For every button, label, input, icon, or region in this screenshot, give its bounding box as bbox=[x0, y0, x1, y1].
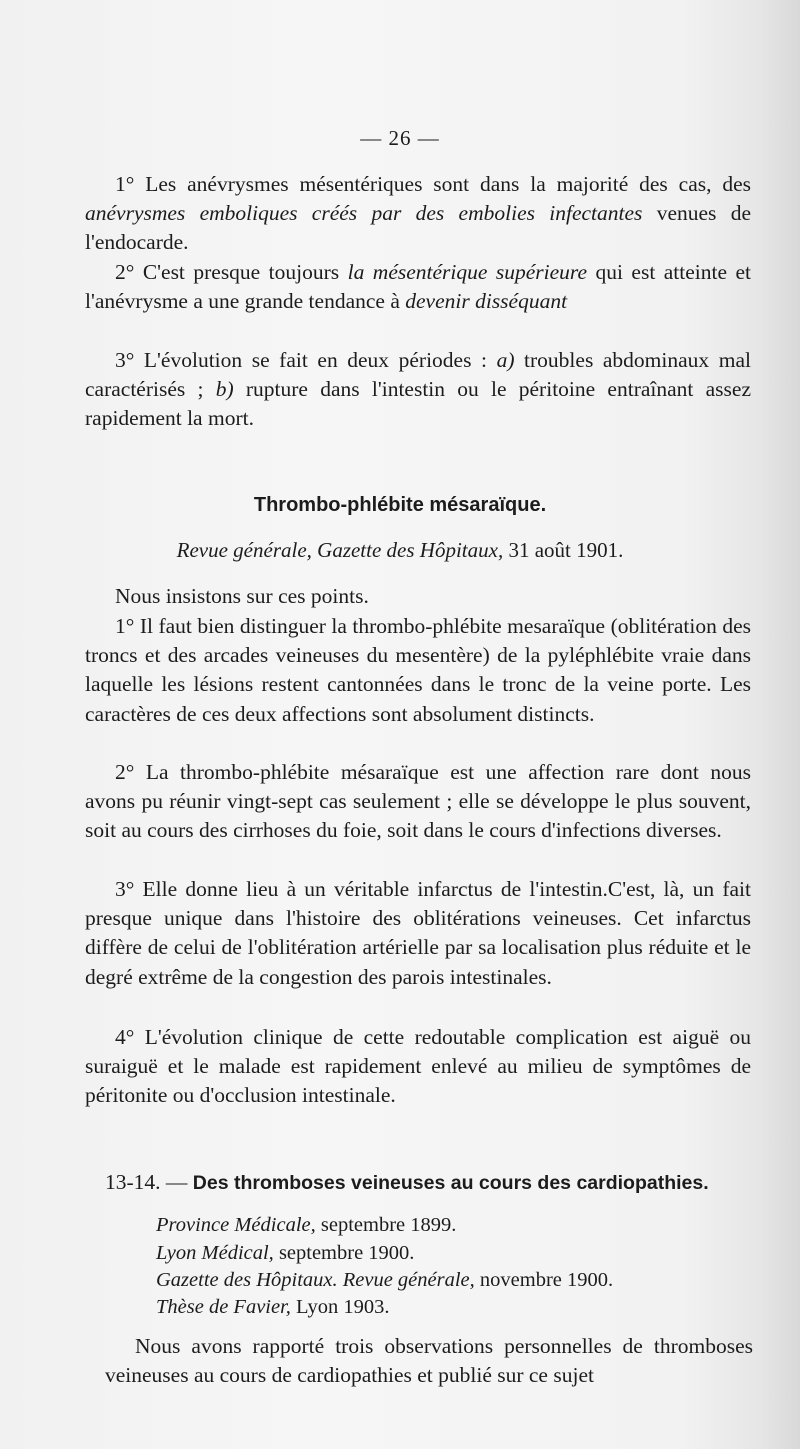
text: qui est atteinte et l'anévrysme a une grande tendance à bbox=[85, 260, 751, 314]
paragraph-thrombo-2: 2° La thrombo-phlébite mésaraïque est une affection rare dont nous avons pu réunir vingt-sept cas seulement ; elle se développe le plus souvent, soit au cours des cirrhoses du foie, soit dans le cours d'infections diverses. bbox=[85, 760, 751, 843]
section-number: 13-14. bbox=[105, 1170, 161, 1194]
item-number: 2° bbox=[115, 260, 143, 284]
reference-journal: Lyon Médical, bbox=[156, 1242, 274, 1264]
reference-line bbox=[156, 1294, 756, 1320]
intro-paragraph: Nous insistons sur ces points. bbox=[115, 584, 369, 608]
reference-journal: Gazette des Hôpitaux. Revue générale, bbox=[156, 1269, 475, 1291]
paragraph-thrombo-3: 3° Elle donne lieu à un véritable infarctus de l'intestin.C'est, là, un fait presque unique dans l'histoire des oblitérations veineuses. Cet infarctus diffère de celui de l'oblitération artérielle par sa localisation plus réduite et le degré extrême de la congestion des parois intestinales. bbox=[85, 877, 751, 989]
paragraph-cardiopathies: Nous avons rapporté trois observations personnelles de thromboses veineuses au cours de cardiopathies et publié sur ce sujet bbox=[105, 1334, 753, 1388]
emphasis: a) bbox=[496, 348, 515, 372]
text: venues de l'endocarde. bbox=[85, 201, 751, 255]
source-citation bbox=[0, 538, 800, 563]
text: troubles abdominaux mal caractérisés ; bbox=[85, 348, 751, 402]
dash: — bbox=[160, 1170, 193, 1194]
paragraph-aneurysm-2 bbox=[85, 258, 751, 316]
paragraph-aneurysm-1 bbox=[85, 170, 751, 258]
reference-date: novembre 1900. bbox=[474, 1269, 614, 1291]
emphasis: devenir disséquant bbox=[405, 289, 568, 314]
paragraph-thrombo-4: 4° L'évolution clinique de cette redoutable complication est aiguë ou suraiguë et le malade est rapidement enlevé au milieu de symptômes de péritonite ou d'occlusion intestinale. bbox=[85, 1025, 751, 1108]
section-heading-cardiopathies bbox=[105, 1168, 751, 1198]
source-date: 31 août 1901. bbox=[503, 538, 624, 562]
reference-journal: Thèse de Favier, bbox=[156, 1296, 291, 1318]
section-title: Des thromboses veineuses au cours des cardiopathies. bbox=[192, 1172, 709, 1194]
emphasis: anévrysmes emboliques créés par des embolies infectantes bbox=[85, 201, 643, 226]
reference-date: Lyon 1903. bbox=[290, 1296, 390, 1318]
item-number: 3° bbox=[115, 348, 144, 372]
text: rupture dans l'intestin ou le péritoine entraînant assez rapidement la mort. bbox=[85, 377, 751, 431]
paragraph-aneurysm-3 bbox=[85, 346, 751, 434]
text: L'évolution se fait en deux périodes : bbox=[143, 348, 497, 372]
text: C'est presque toujours bbox=[142, 260, 348, 284]
item-number: 1° bbox=[115, 172, 146, 196]
page-number: — 26 — bbox=[360, 126, 440, 150]
reference-line bbox=[156, 1212, 756, 1238]
emphasis: b) bbox=[215, 377, 234, 402]
section-heading-thrombophlebite: Thrombo-phlébite mésaraïque. bbox=[253, 494, 547, 516]
reference-journal: Province Médicale, bbox=[156, 1214, 316, 1236]
reference-line bbox=[156, 1240, 756, 1266]
paragraph-thrombo-1: 1° Il faut bien distinguer la thrombo-phlébite mesaraïque (oblitération des troncs et des arcades veineuses du mesentère) de la pyléphlébite vraie dans laquelle les lésions restent cantonnées dans le tronc de la veine porte. Les caractères de ces deux affections sont absolument distincts. bbox=[85, 614, 751, 726]
text: Les anévrysmes mésentériques sont dans la majorité des cas, des bbox=[145, 172, 751, 196]
reference-date: septembre 1899. bbox=[315, 1214, 457, 1236]
emphasis: la mésentérique supérieure bbox=[347, 260, 588, 284]
reference-line bbox=[156, 1267, 756, 1293]
source-journal: Revue générale, Gazette des Hôpitaux, bbox=[176, 538, 504, 562]
reference-date: septembre 1900. bbox=[273, 1242, 415, 1264]
